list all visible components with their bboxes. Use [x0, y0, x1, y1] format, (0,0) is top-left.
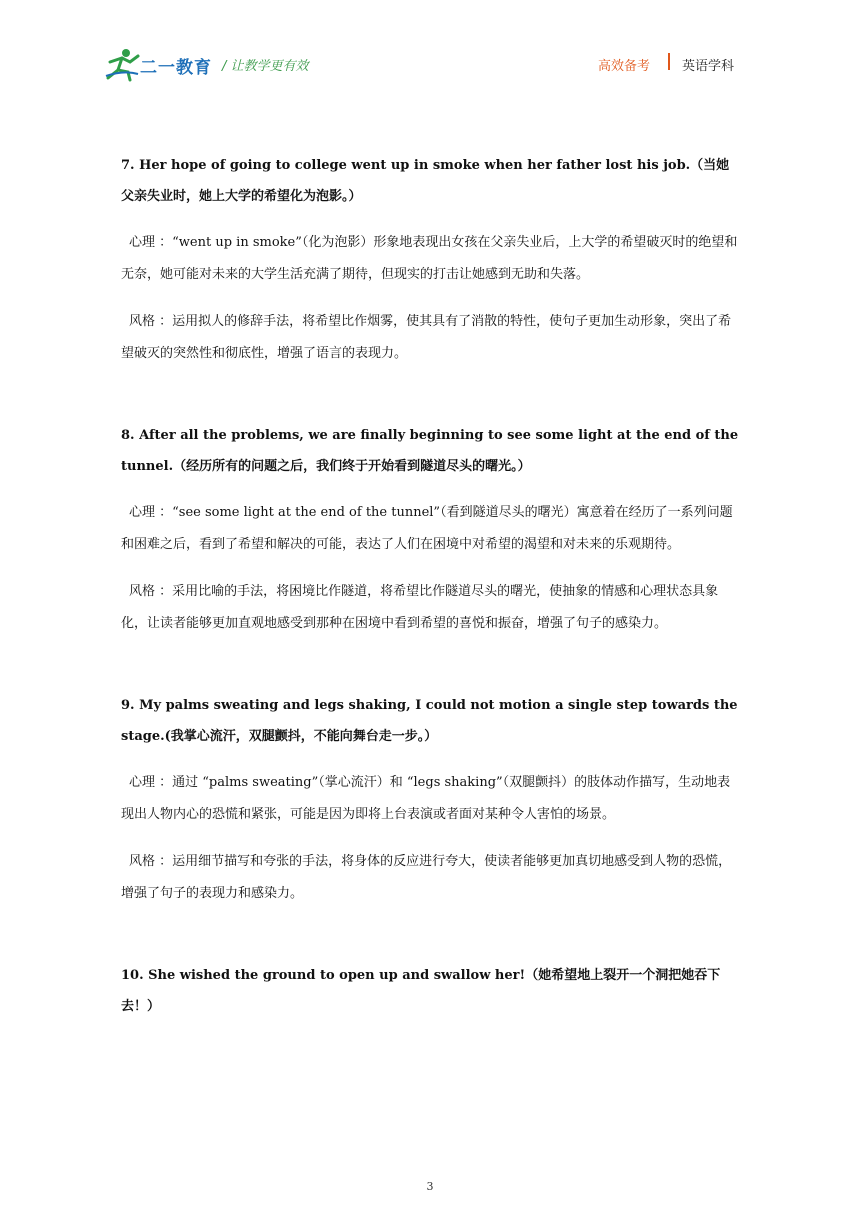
item-9-title: 9. My palms sweating and legs shaking, I could not motion a single step towards the stage.(我掌心流汗，双腿颤抖，不能向舞台走一步。）: [121, 698, 738, 744]
logo-text: 二一教育: [140, 58, 212, 78]
psych-label: 心理 ：: [129, 235, 173, 250]
item-7-title: 7. Her hope of going to college went up in smoke when her father lost his job.（当她父亲失业时，她上大学的希望化为泡影。）: [121, 158, 730, 204]
psych-text: “went up in smoke”（化为泡影）形象地表现出女孩在父亲失业后，上大学的希望破灭时的绝望和无奈，她可能对未来的大学生活充满了期待，但现实的打击让她感到无助和失落。: [121, 235, 738, 282]
page-number: 3: [426, 1180, 434, 1193]
page-header: [0, 0, 860, 100]
item-9-style: [121, 846, 741, 910]
document-body: [121, 150, 741, 1022]
style-label: 风格 ：: [129, 314, 173, 329]
header-divider: [668, 53, 670, 70]
style-text: 运用拟人的修辞手法，将希望比作烟雾，使其具有了消散的特性，使句子更加生动形象，突出了希望破灭的突然性和彻底性，增强了语言的表现力。: [121, 314, 732, 361]
style-label: 风格 ：: [129, 584, 173, 599]
header-slogan: / 让教学更有效: [222, 59, 309, 74]
item-8-style: [121, 576, 741, 640]
item-7-psych: [121, 227, 741, 291]
style-label: 风格 ：: [129, 854, 173, 869]
psych-text: “see some light at the end of the tunnel”（看到隧道尽头的曙光）寓意着在经历了一系列问题和困难之后，看到了希望和解决的可能，表达了人们在困境中对希望的渴望和对未来的乐观期待。: [121, 505, 733, 552]
psych-label: 心理 ：: [129, 775, 173, 790]
item-8-psych: [121, 497, 741, 561]
header-tag-exam: 高效备考: [598, 59, 651, 74]
style-text: 采用比喻的手法，将困境比作隧道，将希望比作隧道尽头的曙光，使抽象的情感和心理状态具象化，让读者能够更加直观地感受到那种在困境中看到希望的喜悦和振奋，增强了句子的感染力。: [121, 584, 719, 631]
item-7-style: [121, 306, 741, 370]
item-8-title: 8. After all the problems, we are finally beginning to see some light at the end of the tunnel.（经历所有的问题之后，我们终于开始看到隧道尽头的曙光。）: [121, 428, 739, 474]
header-tag-subject: 英语学科: [682, 59, 735, 74]
psych-label: 心理 ：: [129, 505, 173, 520]
item-10-title: 10. She wished the ground to open up and swallow her!（她希望地上裂开一个洞把她吞下去！）: [121, 968, 721, 1014]
style-text: 运用细节描写和夸张的手法，将身体的反应进行夸大，使读者能够更加真切地感受到人物的恐慌，增强了句子的表现力和感染力。: [121, 854, 732, 901]
psych-text: 通过 “palms sweating”（掌心流汗）和 “legs shaking”（双腿颤抖）的肢体动作描写，生动地表现出人物内心的恐慌和紧张，可能是因为即将上台表演或者面对某种令人害怕的场景。: [121, 775, 731, 822]
item-9-psych: [121, 767, 741, 831]
